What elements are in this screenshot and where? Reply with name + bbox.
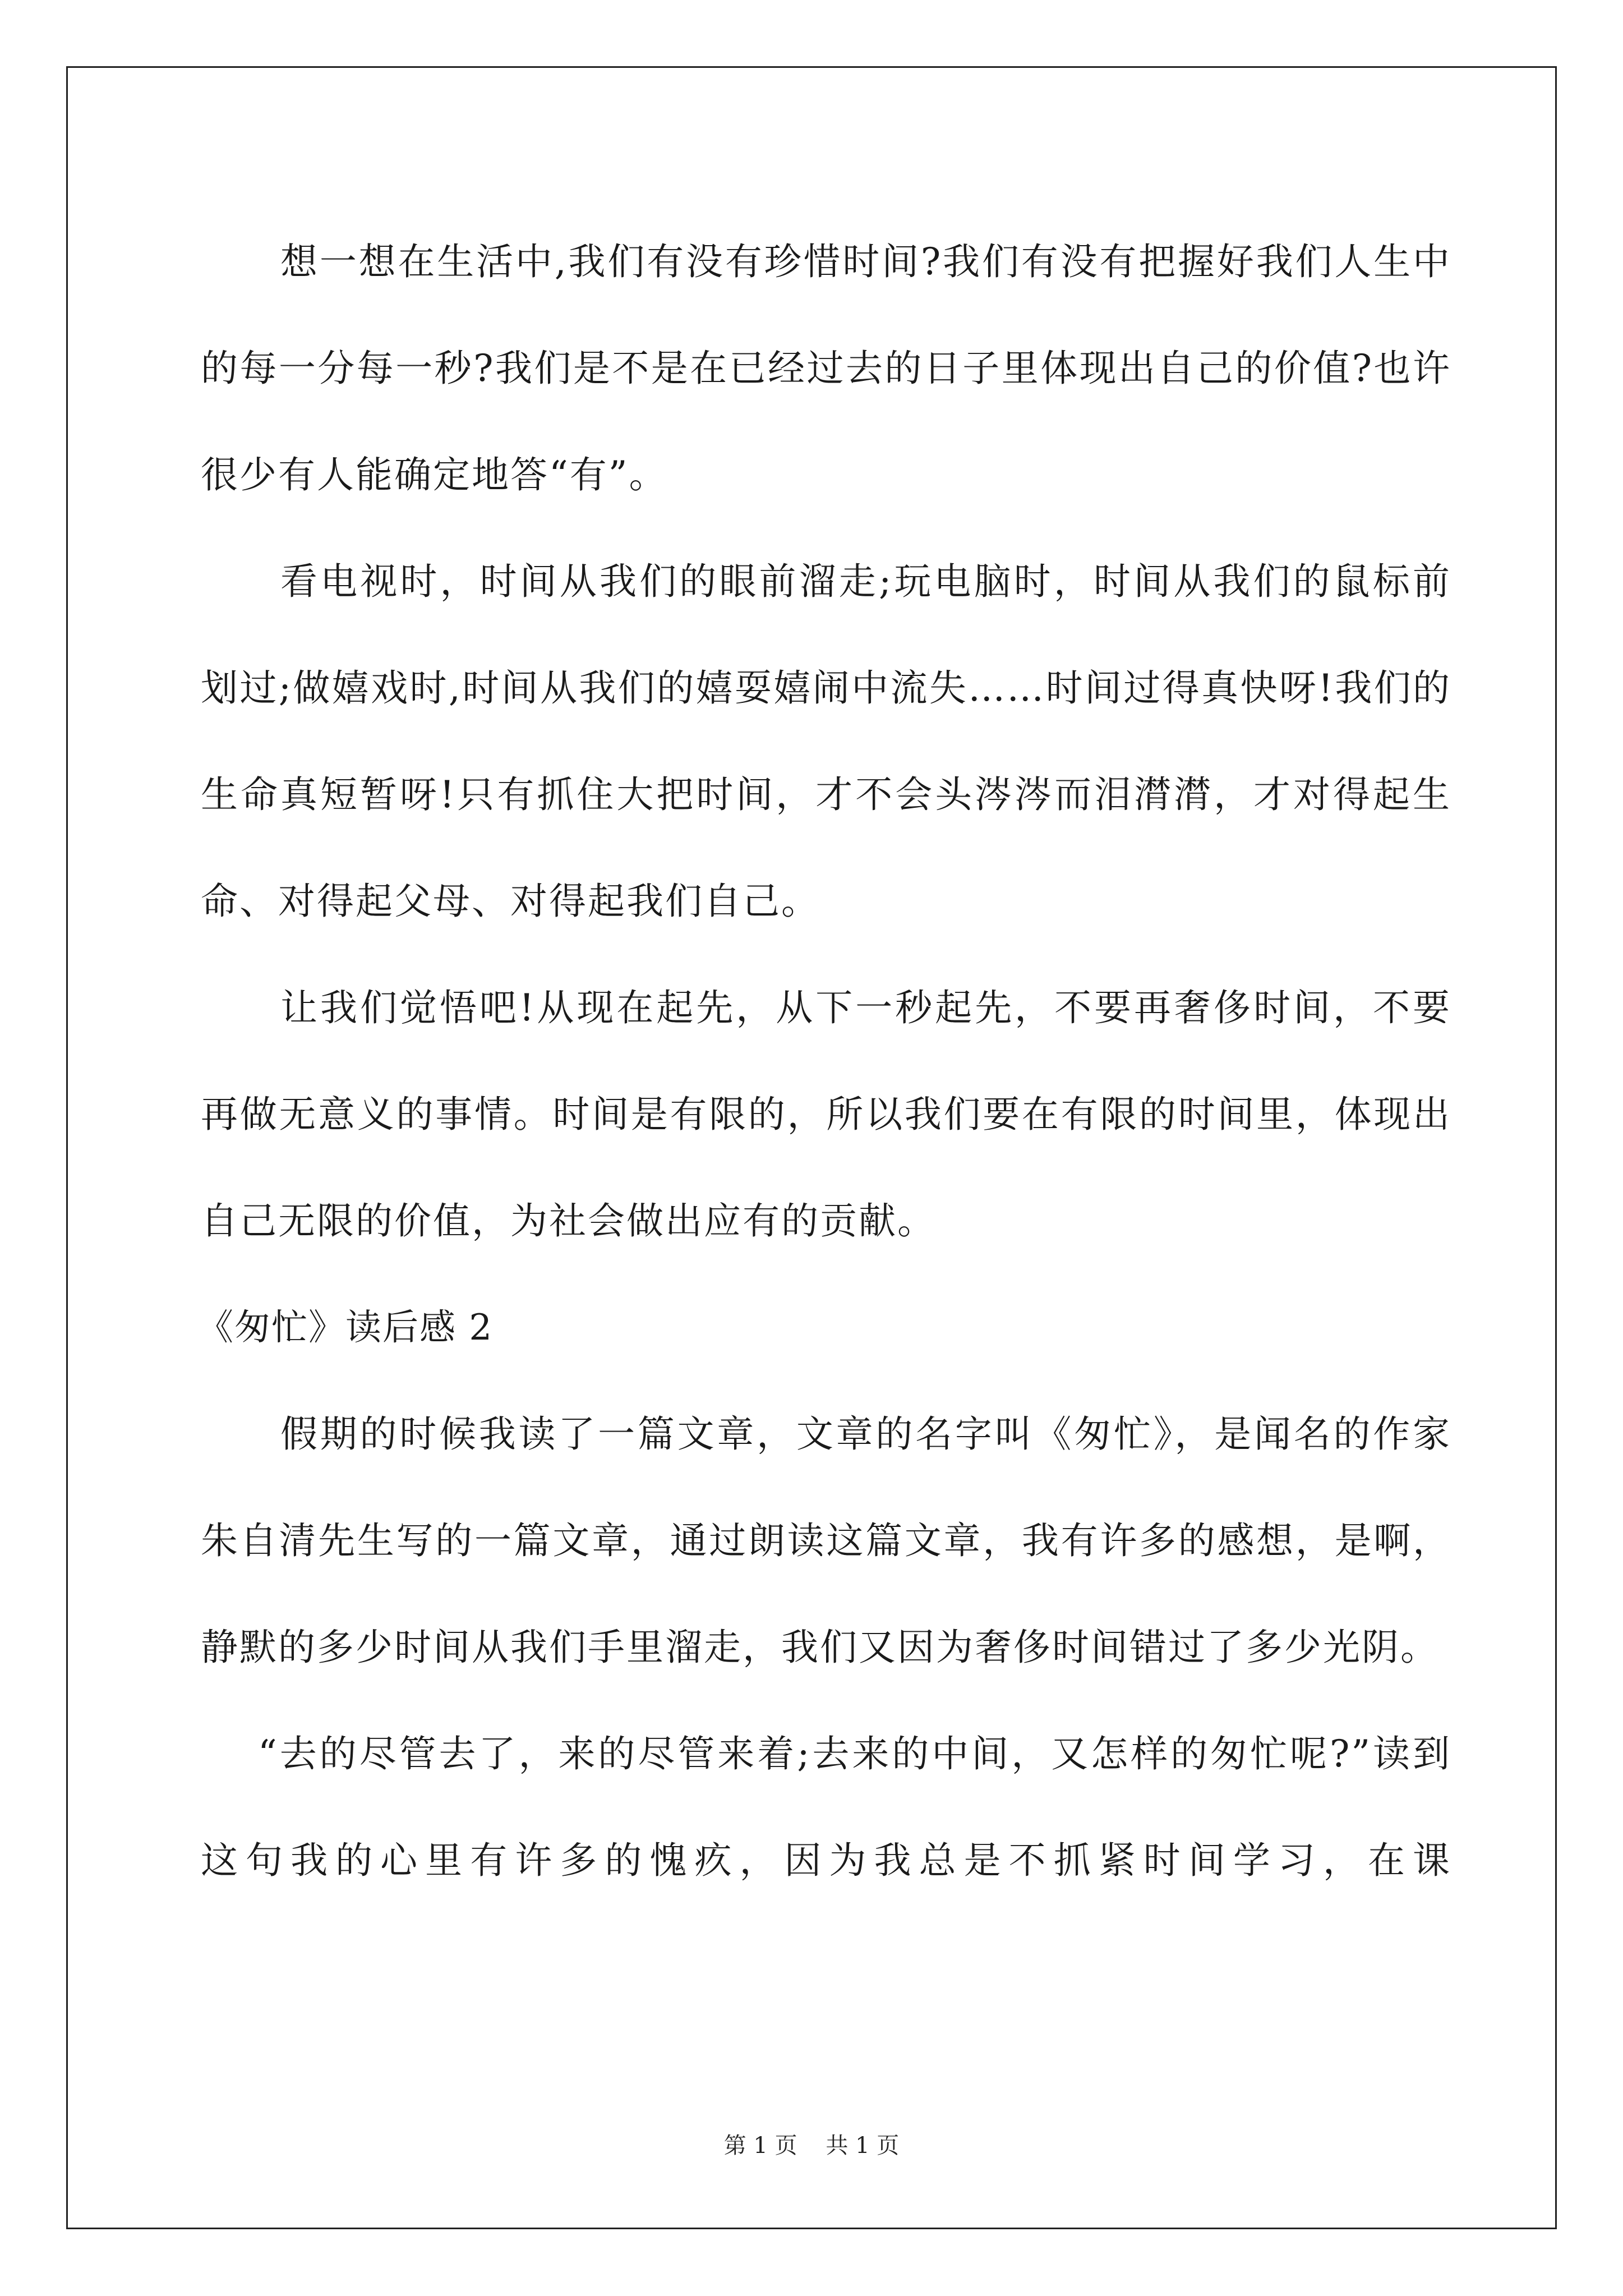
paragraph-4: 假期的时候我读了一篇文章，文章的名字叫《匆忙》，是闻名的作家朱自清先生写的一篇文章，通过朗读这篇文章，我有许多的感想，是啊，静默的多少时间从我们手里溜走，我们又因为奢侈时间错过了多少光阴。: [201, 1412, 1451, 1669]
paragraph-2: 看电视时，时间从我们的眼前溜走;玩电脑时，时间从我们的鼠标前划过;做嬉戏时,时间从我们的嬉耍嬉闹中流失……时间过得真快呀!我们的生命真短暂呀!只有抓住大把时间，才不会头涔涔而泪潸潸，才对得起生命、对得起父母、对得起我们自己。: [201, 560, 1451, 923]
paragraph-3: 让我们觉悟吧!从现在起先，从下一秒起先，不要再奢侈时间，不要再做无意义的事情。时间是有限的，所以我们要在有限的时间里，体现出自己无限的价值，为社会做出应有的贡献。: [201, 986, 1451, 1243]
paragraph-1: 想一想在生活中,我们有没有珍惜时间?我们有没有把握好我们人生中的每一分每一秒?我们是不是在已经过去的日子里体现出自己的价值?也许很少有人能确定地答“有”。: [201, 240, 1451, 496]
section-heading: 《匆忙》读后感 2: [197, 1307, 494, 1349]
page-footer: [0, 2130, 1623, 2161]
paragraph-5: “去的尽管去了，来的尽管来着;去来的中间，又怎样的匆忙呢?”读到这句我的心里有许多的愧疚，因为我总是不抓紧时间学习，在课: [201, 1732, 1451, 1882]
document-body: [197, 209, 1451, 1914]
page-number-label: 第 1 页 共 1 页: [723, 2133, 900, 2159]
